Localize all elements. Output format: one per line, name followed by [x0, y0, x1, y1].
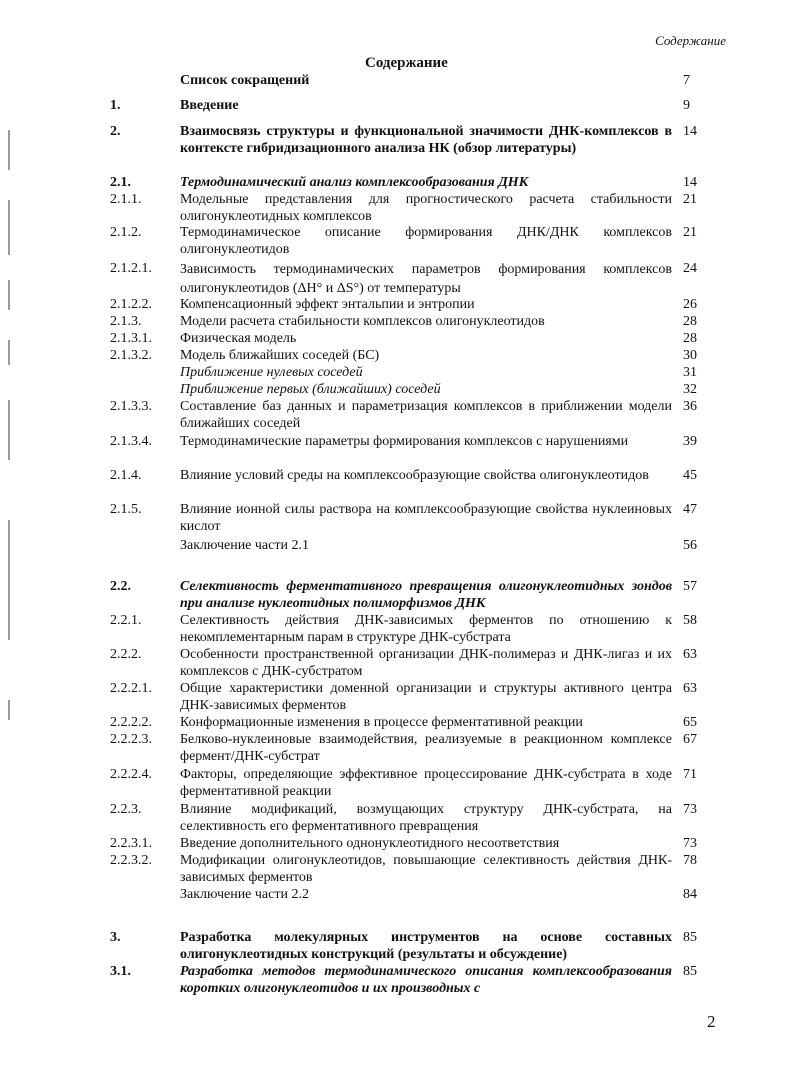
toc-entry-title: Термодинамическое описание формирования ДНК/ДНК комплексов олигонуклеотидов	[180, 225, 672, 257]
toc-entry-page: 47	[683, 502, 697, 517]
toc-entry-number: 2.1.3.3.	[110, 399, 152, 414]
scan-margin-marks	[4, 130, 16, 750]
toc-entry-number: 2.2.2.4.	[110, 767, 152, 782]
toc-entry-title: Селективность ферментативного превращения олигонуклеотидных зондов при анализе нуклеотидных полиморфизмов ДНК	[180, 579, 672, 611]
toc-entry-page: 14	[683, 124, 697, 139]
toc-entry-title: Взаимосвязь структуры и функциональной значимости ДНК-комплексов в контексте гибридизационного анализа НК (обзор литературы)	[180, 124, 672, 156]
toc-entry-number: 2.1.3.	[110, 314, 142, 329]
toc-entry-number: 2.1.2.1.	[110, 261, 152, 276]
toc-entry-number: 2.	[110, 124, 121, 139]
toc-entry-title: Модели расчета стабильности комплексов олигонуклеотидов	[180, 314, 545, 329]
toc-entry-page: 57	[683, 579, 697, 594]
toc-title: Содержание	[365, 55, 448, 71]
toc-entry-page: 56	[683, 538, 697, 553]
toc-entry-page: 73	[683, 836, 697, 851]
toc-entry-title: Особенности пространственной организации ДНК-полимераз и ДНК-лигаз и их комплексов с ДНК-субстратом	[180, 647, 672, 679]
toc-entry-title: Влияние условий среды на комплексообразующие свойства олигонуклеотидов	[180, 468, 649, 483]
toc-entry-page: 24	[683, 261, 697, 276]
running-head: Содержание	[655, 33, 726, 48]
toc-entry-title: Термодинамические параметры формирования комплексов с нарушениями	[180, 434, 629, 449]
toc-entry-title: Селективность действия ДНК-зависимых ферментов по отношению к некомплементарным парам в структуре ДНК-субстрата	[180, 613, 672, 645]
toc-entry-page: 21	[683, 225, 697, 240]
toc-entry-page: 65	[683, 715, 697, 730]
toc-entry-title: Составление баз данных и параметризация комплексов в приближении модели ближайших соседей	[180, 399, 672, 431]
toc-entry-number: 3.1.	[110, 964, 131, 979]
page-number: 2	[707, 1012, 716, 1031]
toc-entry-title: Факторы, определяющие эффективное процессирование ДНК-субстрата в ходе ферментативной реакции	[180, 767, 672, 799]
toc-entry-page: 85	[683, 964, 697, 979]
toc-entry-title: Компенсационный эффект энтальпии и энтропии	[180, 297, 475, 312]
toc-entry-number: 2.1.3.1.	[110, 331, 152, 346]
toc-entry-page: 7	[683, 73, 690, 88]
toc-entry-page: 45	[683, 468, 697, 483]
toc-entry-page: 30	[683, 348, 697, 363]
toc-entry-title: Модификации олигонуклеотидов, повышающие селективность действия ДНК-зависимых ферментов	[180, 853, 672, 885]
toc-entry-page: 63	[683, 681, 697, 696]
toc-entry-number: 2.2.1.	[110, 613, 142, 628]
toc-entry-number: 1.	[110, 98, 121, 113]
toc-entry-number: 2.2.2.	[110, 647, 142, 662]
toc-entry-title: Термодинамический анализ комплексообразования ДНК	[180, 175, 529, 190]
toc-entry-page: 28	[683, 314, 697, 329]
toc-entry-page: 84	[683, 887, 697, 902]
toc-entry-title: Зависимость термодинамических параметров формирования комплексов олигонуклеотидов (ΔH° и ΔS°) от температуры	[180, 262, 672, 296]
toc-entry-page: 71	[683, 767, 697, 782]
toc-entry-number: 2.1.2.2.	[110, 297, 152, 312]
toc-entry-title: Приближение нулевых соседей	[180, 365, 363, 380]
toc-entry-number: 2.2.2.3.	[110, 732, 152, 747]
toc-entry-page: 78	[683, 853, 697, 868]
toc-entry-number: 2.2.3.	[110, 802, 142, 817]
toc-entry-title: Разработка методов термодинамического описания комплексообразования коротких олигонуклеотидов и их производных с	[180, 964, 672, 996]
toc-entry-page: 67	[683, 732, 697, 747]
toc-entry-number: 2.2.3.2.	[110, 853, 152, 868]
toc-entry-number: 2.2.2.1.	[110, 681, 152, 696]
toc-entry-number: 2.1.	[110, 175, 131, 190]
toc-entry-number: 2.1.3.2.	[110, 348, 152, 363]
toc-entry-title: Заключение части 2.1	[180, 538, 309, 553]
toc-entry-number: 2.1.2.	[110, 225, 142, 240]
toc-entry-number: 2.1.4.	[110, 468, 142, 483]
toc-entry-page: 31	[683, 365, 697, 380]
toc-entry-title: Введение дополнительного однонуклеотидного несоответствия	[180, 836, 560, 851]
toc-entry-page: 85	[683, 930, 697, 945]
toc-entry-title: Приближение первых (ближайших) соседей	[180, 382, 441, 397]
toc-entry-page: 36	[683, 399, 697, 414]
toc-entry-page: 32	[683, 382, 697, 397]
toc-entry-number: 2.2.3.1.	[110, 836, 152, 851]
toc-entry-page: 9	[683, 98, 690, 113]
toc-entry-title: Физическая модель	[180, 331, 297, 346]
toc-entry-page: 63	[683, 647, 697, 662]
toc-entry-number: 2.2.	[110, 579, 131, 594]
toc-entry-number: 3.	[110, 930, 121, 945]
toc-entry-page: 39	[683, 434, 697, 449]
toc-entry-page: 21	[683, 192, 697, 207]
toc-entry-number: 2.2.2.2.	[110, 715, 152, 730]
toc-entry-number: 2.1.5.	[110, 502, 142, 517]
toc-entry-page: 58	[683, 613, 697, 628]
toc-entry-title: Введение	[180, 98, 239, 113]
toc-entry-page: 73	[683, 802, 697, 817]
toc-entry-page: 14	[683, 175, 697, 190]
toc-entry-number: 2.1.3.4.	[110, 434, 152, 449]
toc-entry-number: 2.1.1.	[110, 192, 142, 207]
toc-entry-title: Конформационные изменения в процессе ферментативной реакции	[180, 715, 583, 730]
toc-entry-title: Разработка молекулярных инструментов на основе составных олигонуклеотидных конструкций (результаты и обсуждение)	[180, 930, 672, 962]
toc-entry-page: 28	[683, 331, 697, 346]
toc-entry-page: 26	[683, 297, 697, 312]
toc-entry-title: Модель ближайших соседей (БС)	[180, 348, 380, 363]
toc-entry-title: Модельные представления для прогностического расчета стабильности олигонуклеотидных комплексов	[180, 192, 672, 224]
toc-entry-title: Влияние ионной силы раствора на комплексообразующие свойства нуклеиновых кислот	[180, 502, 672, 534]
toc-entry-title: Белково-нуклеиновые взаимодействия, реализуемые в реакционном комплексе фермент/ДНК-субстрат	[180, 732, 672, 764]
toc-entry-title: Заключение части 2.2	[180, 887, 309, 902]
toc-entry-title: Влияние модификаций, возмущающих структуру ДНК-субстрата, на селективность его ферментативного превращения	[180, 802, 672, 834]
toc-entry-title: Список сокращений	[180, 73, 310, 88]
toc-entry-title: Общие характеристики доменной организации и структуры активного центра ДНК-зависимых ферментов	[180, 681, 672, 713]
